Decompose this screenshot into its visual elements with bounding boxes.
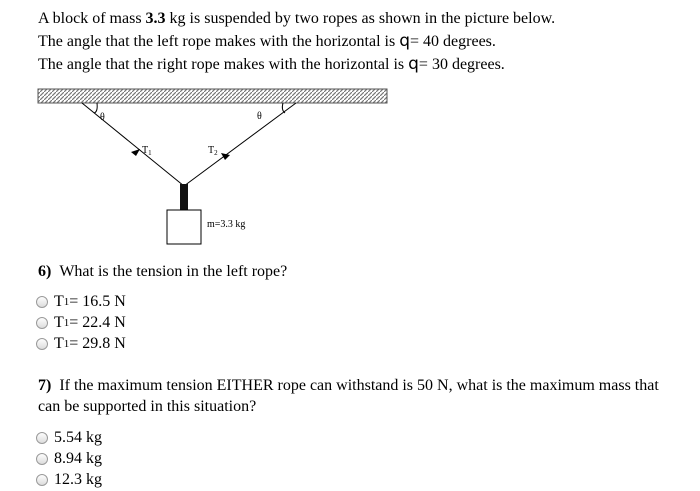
right-angle-label: θ (257, 111, 262, 122)
right-rope (184, 103, 296, 186)
problem-line-1: A block of mass 3.3 kg is suspended by two ropes as shown in the picture below. (38, 10, 556, 27)
t2-label: $T_2$ (208, 145, 218, 157)
problem-line-2: The angle that the left rope makes with the horizontal is q= 40 degrees. (38, 31, 496, 51)
question-7-options (36, 427, 102, 490)
radio-button[interactable] (36, 474, 48, 486)
t1-label: $T_1$ (142, 145, 152, 157)
left-angle-arc (94, 103, 97, 113)
question-7-line-2: can be supported in this situation? (38, 398, 257, 415)
question-7 (38, 375, 698, 417)
problem-line-3: The angle that the right rope makes with the horizontal is q= 30 degrees. (38, 54, 505, 74)
question-number: 6) (38, 263, 52, 280)
question-text: If the maximum tension EITHER rope can withstand is 50 N, what is the maximum mass that (59, 377, 659, 394)
option-12-3-kg[interactable]: 12.3 kg (36, 469, 102, 490)
mass-label: m=3.3 kg (207, 219, 246, 230)
t2-arrowhead (221, 153, 230, 160)
angle-symbol: q (399, 31, 411, 51)
option-8-94-kg[interactable]: 8.94 kg (36, 448, 102, 469)
hook (180, 184, 188, 210)
ceiling (38, 89, 387, 103)
angle-symbol: q (408, 54, 419, 74)
question-6-options (36, 291, 126, 354)
t1-arrowhead (131, 149, 140, 156)
left-angle-label: θ (100, 112, 105, 123)
radio-button[interactable] (36, 432, 48, 444)
mass-block (167, 210, 201, 244)
question-number: 7) (38, 377, 52, 394)
mass-value: 3.3 (145, 10, 166, 27)
question-text: What is the tension in the left rope? (59, 263, 288, 280)
option-t1-16-5[interactable]: T 1 = 16.5 N (36, 291, 126, 312)
radio-button[interactable] (36, 338, 48, 350)
option-5-54-kg[interactable]: 5.54 kg (36, 427, 102, 448)
option-t1-22-4[interactable]: T 1 = 22.4 N (36, 312, 126, 333)
question-6 (38, 261, 287, 282)
option-t1-29-8[interactable]: T 1 = 29.8 N (36, 333, 126, 354)
radio-button[interactable] (36, 317, 48, 329)
radio-button[interactable] (36, 296, 48, 308)
radio-button[interactable] (36, 453, 48, 465)
left-rope (82, 103, 184, 186)
question-7-line-1 (38, 375, 698, 396)
